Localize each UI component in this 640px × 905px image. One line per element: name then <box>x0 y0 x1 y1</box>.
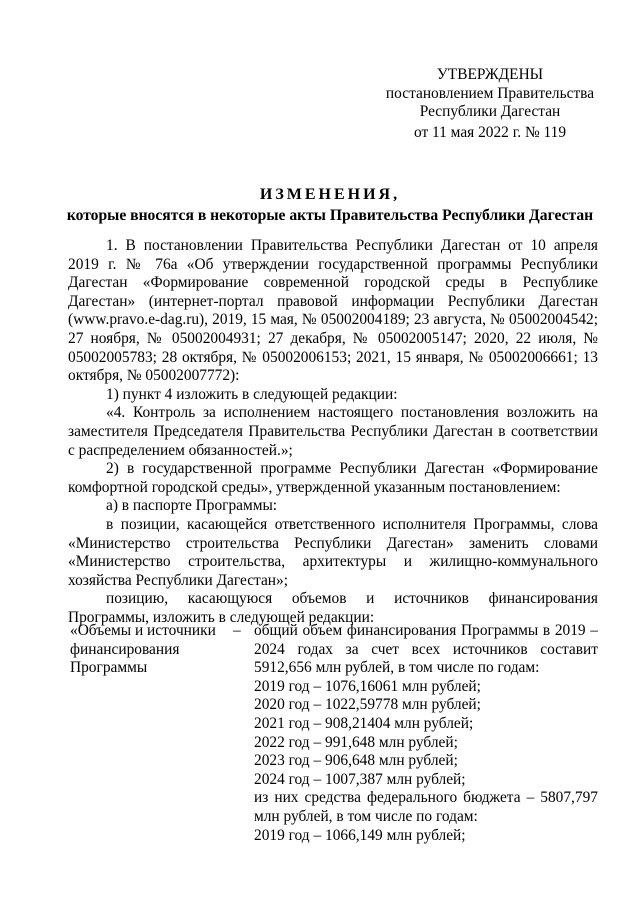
paragraph: «4. Контроль за исполнением настоящего постановления возложить на заместителя Председателя Правительства Республики Дагестан в соответствии с распределением обязанностей.»; <box>68 404 598 459</box>
paragraph: а) в паспорте Программы: <box>106 497 278 515</box>
paragraph: позицию, касающуюся объемов и источников финансирования Программы, изложить в следующей редакции: <box>68 590 598 626</box>
approval-line-1: постановлением Правительства <box>385 84 595 102</box>
paragraph: в позиции, касающейся ответственного исполнителя Программы, слова «Министерство строительства Республики Дагестан» заменить словами «Министерство строительства, архитектуры и жилищно-коммунального хозяйства Республики Дагестан»; <box>68 515 598 589</box>
year-amount: 2019 год – 1076,16061 млн рублей; <box>254 677 481 695</box>
financing-label <box>70 622 220 678</box>
document-heading <box>60 186 600 225</box>
year-amount: 2020 год – 1022,59778 млн рублей; <box>254 696 481 714</box>
year-amount: 2023 год – 906,648 млн рублей; <box>254 752 458 770</box>
year-amount: 2021 год – 908,21404 млн рублей; <box>254 714 474 732</box>
paragraph: 2) в государственной программе Республики Дагестан «Формирование комфортной городской среды», утвержденной указанным постановлением: <box>68 460 598 496</box>
dash-separator: – <box>233 622 241 639</box>
paragraph: 1) пункт 4 изложить в следующей редакции: <box>106 385 398 403</box>
federal-budget: из них средства федерального бюджета – 5807,797 млн рублей, в том числе по годам: <box>254 789 598 825</box>
financing-total: общий объем финансирования Программы в 2019 – 2024 годах за счет всех источников составит 5912,656 млн рублей, в том числе по годам: <box>254 622 598 677</box>
federal-year-amount: 2019 год – 1066,149 млн рублей; <box>254 826 466 844</box>
approval-line-2: Республики Дагестан <box>419 103 561 121</box>
year-amount: 2024 год – 1007,387 млн рублей; <box>254 770 466 788</box>
financing-label-line: финансирования <box>70 640 180 658</box>
financing-content <box>254 622 598 845</box>
approval-title: УТВЕРЖДЕНЫ <box>436 66 544 83</box>
document-body <box>68 237 598 627</box>
heading-title: ИЗМЕНЕНИЯ, <box>259 186 401 203</box>
approval-date: от 11 мая 2022 г. № 119 <box>413 123 567 141</box>
heading-subtitle: которые вносятся в некоторые акты Правительства Республики Дагестан <box>66 206 594 224</box>
paragraph: 1. В постановлении Правительства Республики Дагестан от 10 апреля 2019 г. № 76а «Об утверждении государственной программы Республики Дагестан «Формирование современной городской среды в Республике Дагестан» (интернет-портал правовой информации Республики Дагестан (www.pravo.e-dag.ru), 2019, 15 мая, № 05002004189; 23 августа, № 05002004542; 27 ноября, № 05002004931; 27 декабря, № 05002005147; 2020, 22 июля, № 05002005783; 28 октября, № 05002006153; 2021, 15 января, № 05002006661; 13 октября, № 05002007772): <box>68 237 598 385</box>
financing-label-line: «Объемы и источники <box>70 622 216 639</box>
approval-stamp <box>380 66 600 142</box>
year-amount: 2022 год – 991,648 млн рублей; <box>254 733 458 751</box>
financing-label-line: Программы <box>70 659 148 677</box>
